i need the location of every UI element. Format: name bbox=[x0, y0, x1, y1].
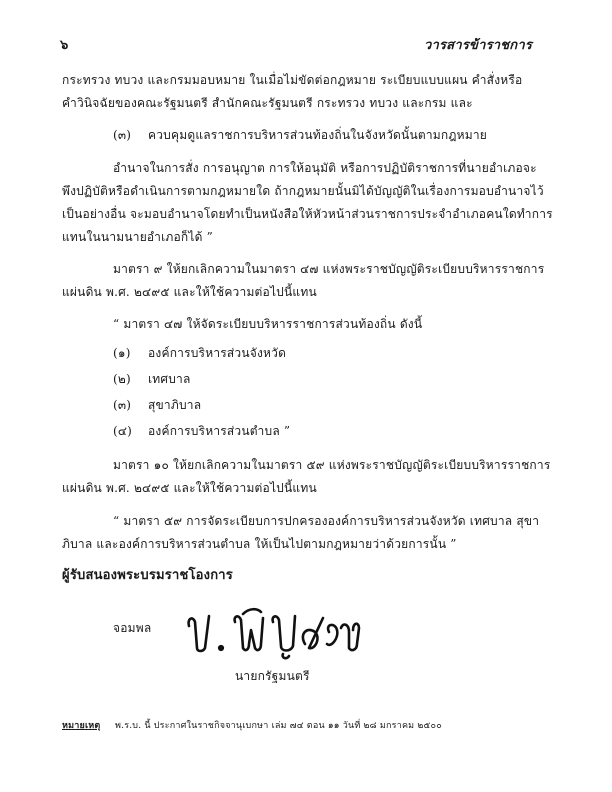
footnote-text: พ.ร.บ. นี้ ประกาศในราชกิจจานุเบกษา เล่ม ๗๔ ตอน ๑๑ วันที่ ๒๘ มกราคม ๒๕๐๐ bbox=[115, 721, 442, 731]
page-number: ๖ bbox=[60, 38, 69, 53]
list-item-text: ควบคุมดูแลราชการบริหารส่วนท้องถิ่นในจังหวัดนั้นตามกฎหมาย bbox=[148, 128, 487, 142]
footnote-label: หมายเหตุ bbox=[62, 721, 101, 731]
section-heading: มาตรา ๑๐ ให้ยกเลิกความในมาตรา ๕๙ แห่งพระราชบัญญัติระเบียบบริหารราชการ bbox=[113, 458, 551, 472]
signer-rank: จอมพล bbox=[113, 621, 152, 635]
paragraph-line: อำนาจในการสั่ง การอนุญาต การให้อนุมัติ หรือการปฏิบัติราชการที่นายอำเภอจะ bbox=[113, 161, 537, 175]
quoted-section: “ มาตรา ๕๙ การจัดระเบียบการปกครององค์การบริหารส่วนจังหวัด เทศบาล สุขา bbox=[113, 514, 540, 528]
journal-title: วารสารข้าราชการ bbox=[424, 38, 533, 53]
paragraph-line: เป็นอย่างอื่น จะมอบอำนาจโดยทำเป็นหนังสือให้หัวหน้าส่วนราชการประจำอำเภอคนใดทำการ bbox=[62, 207, 553, 221]
paragraph-line: คำวินิจฉัยของคณะรัฐมนตรี สำนักคณะรัฐมนตรี กระทรวง ทบวง และกรม และ bbox=[62, 96, 473, 110]
list-item-text: เทศบาล bbox=[148, 372, 191, 386]
list-item-text: องค์การบริหารส่วนตำบล ” bbox=[148, 424, 291, 438]
paragraph-line: แทนในนามนายอำเภอก็ได้ ” bbox=[62, 230, 213, 244]
paragraph-line: กระทรวง ทบวง และกรมมอบหมาย ในเมื่อไม่ขัดต่อกฎหมาย ระเบียบแบบแผน คำสั่งหรือ bbox=[62, 73, 523, 87]
quoted-section: “ มาตรา ๔๗ ให้จัดระเบียบบริหารราชการส่วนท้องถิ่น ดังนี้ bbox=[113, 317, 423, 331]
list-item-text: สุขาภิบาล bbox=[148, 398, 202, 412]
list-number: (๔) bbox=[113, 424, 133, 438]
list-number: (๓) bbox=[113, 128, 132, 142]
list-number: (๒) bbox=[113, 372, 131, 386]
handwritten-signature bbox=[183, 604, 363, 660]
paragraph-line: แผ่นดิน พ.ศ. ๒๔๙๕ และให้ใช้ความต่อไปนี้แทน bbox=[62, 285, 317, 299]
countersign-label: ผู้รับสนองพระบรมราชโองการ bbox=[62, 568, 233, 583]
paragraph-line: ภิบาล และองค์การบริหารส่วนตำบล ให้เป็นไปตามกฎหมายว่าด้วยการนั้น ” bbox=[62, 537, 457, 551]
section-heading: มาตรา ๙ ให้ยกเลิกความในมาตรา ๔๗ แห่งพระราชบัญญัติระเบียบบริหารราชการ bbox=[113, 262, 545, 276]
paragraph-line: พึงปฏิบัติหรือดำเนินการตามกฎหมายใด ถ้ากฎหมายนั้นมิได้บัญญัติในเรื่องการมอบอำนาจไว้ bbox=[62, 184, 544, 198]
list-number: (๑) bbox=[113, 346, 131, 360]
list-item-text: องค์การบริหารส่วนจังหวัด bbox=[148, 346, 287, 360]
list-number: (๓) bbox=[113, 398, 132, 412]
signer-position: นายกรัฐมนตรี bbox=[235, 669, 310, 683]
paragraph-line: แผ่นดิน พ.ศ. ๒๔๙๕ และให้ใช้ความต่อไปนี้แทน bbox=[62, 481, 317, 495]
